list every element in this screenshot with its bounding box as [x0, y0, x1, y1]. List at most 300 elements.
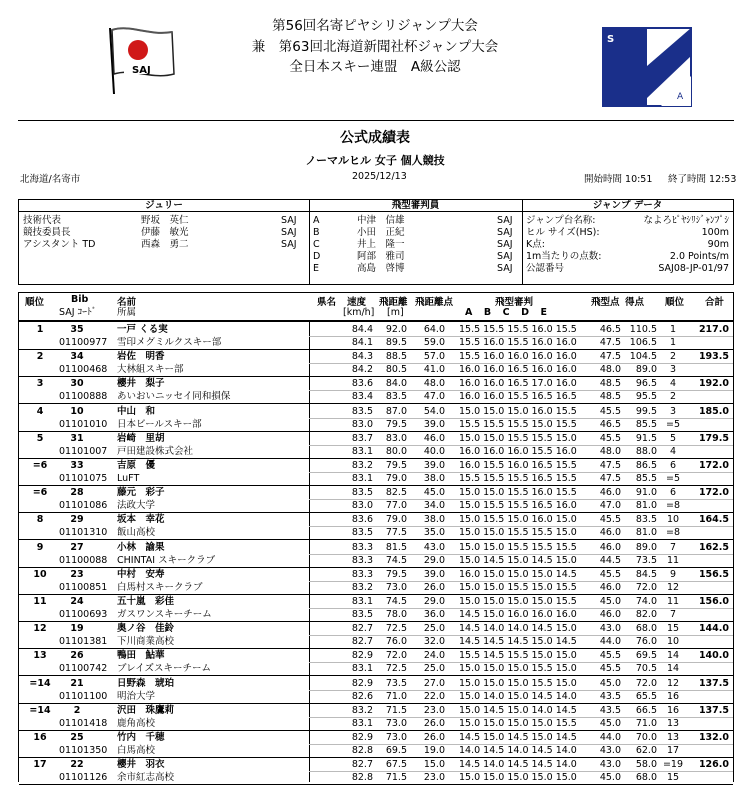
speed: 83.4	[351, 391, 373, 403]
club: 雪印メグミルクスキー部	[117, 337, 222, 348]
ski-association-logo	[601, 26, 693, 108]
saj-code: 01101100	[59, 690, 108, 702]
round-points: 66.5	[635, 704, 657, 716]
round-points: 72.0	[635, 677, 657, 689]
distance-points: 54.0	[423, 405, 445, 417]
judge-scores: 15.0 15.0 15.0 16.0 15.5	[459, 405, 577, 417]
style-points: 47.5	[599, 473, 621, 484]
athlete-name: 坂本 幸花	[117, 514, 165, 526]
judge-scores: 15.5 15.5 15.5 15.0 15.5	[459, 418, 577, 430]
bib: 25	[70, 732, 84, 743]
saj-code: 01101007	[59, 445, 108, 457]
club: 日本ビールスキー部	[117, 418, 202, 430]
style-points: 43.0	[599, 745, 621, 756]
athlete-name: 一戸 くる実	[117, 324, 168, 335]
bib: 24	[70, 596, 84, 607]
round-points: 83.5	[635, 514, 657, 526]
distance-points: 22.0	[423, 690, 445, 702]
saj-code: 01101126	[59, 772, 108, 784]
judge-scores: 14.5 15.0 14.5 15.0 14.5	[459, 732, 577, 743]
round-rank: 9	[669, 568, 677, 580]
speed-unit: [km/h]	[343, 307, 375, 318]
page-subtitle: ノーマルヒル 女子 個人競技	[305, 154, 445, 167]
jury-name: 伊藤 敏光	[141, 227, 189, 238]
bib: 34	[70, 351, 84, 363]
style-points: 46.0	[599, 609, 621, 620]
event-date: 2025/12/13	[352, 171, 407, 182]
rank: 17	[33, 759, 47, 771]
judge-letter: B	[313, 227, 320, 238]
distance-points: 32.0	[423, 636, 445, 648]
col-style-pts: 飛型点	[591, 297, 620, 308]
judge-nat: SAJ	[497, 215, 513, 226]
judge-scores: 14.5 14.0 14.5 14.5 14.0	[459, 759, 577, 771]
result-row	[19, 350, 733, 377]
col-score: 得点	[625, 297, 645, 308]
distance-points: 41.0	[423, 364, 445, 376]
col-name: 名前	[117, 297, 137, 308]
round-points: 69.5	[635, 650, 657, 662]
judge-letter: C	[313, 239, 320, 250]
athlete-name: 櫻井 梨子	[117, 378, 165, 390]
round-rank: 15	[666, 772, 680, 784]
col-nat: 県名	[317, 297, 337, 308]
round-points: 91.0	[635, 487, 657, 499]
judge-name: 井上 隆一	[357, 239, 405, 250]
judge-scores: 15.5 16.0 15.5 16.0 16.0	[459, 337, 577, 348]
distance-points: 23.0	[423, 772, 445, 784]
rank: =6	[32, 487, 48, 499]
jury-heading: ジュリー	[19, 200, 309, 212]
judge-scores: 14.5 15.0 16.0 16.0 16.0	[459, 609, 577, 620]
distance: 83.5	[385, 391, 407, 403]
round-rank: 1	[669, 324, 677, 335]
total-score: 132.0	[698, 732, 729, 743]
athlete-name: 櫻井 羽衣	[117, 759, 165, 771]
rank: 5	[36, 432, 44, 444]
bib: 2	[73, 704, 81, 716]
judge-scores: 14.5 14.5 14.5 15.0 14.5	[459, 636, 577, 648]
bib: 26	[70, 650, 84, 662]
athlete-name: 岩佐 明香	[117, 351, 165, 363]
col-total: 合計	[705, 297, 725, 308]
result-row	[19, 568, 733, 595]
jump-data-value: 100m	[701, 227, 729, 238]
bib: 19	[70, 623, 84, 635]
round-points: 85.5	[635, 473, 657, 484]
round-rank: =8	[665, 527, 680, 539]
col-bib: Bib	[71, 294, 89, 305]
bib: 33	[70, 460, 84, 471]
round-rank: 13	[666, 732, 680, 743]
rank: 4	[36, 405, 44, 417]
distance: 73.0	[385, 581, 407, 593]
bib: 10	[70, 405, 84, 417]
distance-points: 34.0	[423, 500, 445, 512]
club: ガスワンスキーチーム	[117, 609, 212, 620]
col-judges: 飛型審判	[495, 297, 534, 308]
judge-nat: SAJ	[497, 239, 513, 250]
round-points: 104.5	[629, 351, 657, 363]
saj-code: 01100088	[59, 554, 108, 566]
round-rank: 7	[669, 609, 677, 620]
distance-points: 57.0	[423, 351, 445, 363]
round-rank: 17	[666, 745, 680, 756]
judge-scores: 16.0 16.0 16.5 17.0 16.0	[459, 378, 577, 390]
athlete-name: 奥ノ谷 佳鈴	[117, 623, 175, 635]
round-points: 74.0	[635, 596, 657, 607]
distance-points: 48.0	[423, 378, 445, 390]
speed: 83.7	[351, 432, 373, 444]
end-time: 終了時間 12:53	[668, 174, 737, 185]
round-rank: 3	[669, 364, 677, 376]
judge-scores: 15.0 15.0 15.0 15.5 15.0	[459, 663, 577, 675]
jury-role: アシスタント TD	[23, 239, 96, 250]
distance-points: 39.0	[423, 568, 445, 580]
round-points: 95.5	[635, 391, 657, 403]
distance-points: 19.0	[423, 745, 445, 756]
saj-code: 01100888	[59, 391, 108, 403]
distance: 73.5	[385, 677, 407, 689]
total-score: 140.0	[698, 650, 729, 662]
total-score: 172.0	[698, 460, 729, 471]
jump-data-value: SAJ08-JP-01/97	[658, 263, 729, 274]
club: あいおいニッセイ同和損保	[117, 391, 231, 403]
speed: 84.2	[351, 364, 373, 376]
distance: 82.5	[385, 487, 407, 499]
distance-points: 27.0	[423, 677, 445, 689]
total-score: 217.0	[698, 324, 729, 335]
round-points: 81.0	[635, 500, 657, 512]
round-rank: 16	[666, 690, 680, 702]
speed: 83.3	[351, 541, 373, 553]
round-rank: 11	[666, 596, 680, 607]
judge-scores: 15.0 14.0 15.0 14.5 14.0	[459, 690, 577, 702]
jump-data-label: 公認番号	[526, 263, 565, 274]
round-points: 65.5	[635, 690, 657, 702]
header-divider	[18, 120, 734, 121]
round-points: 68.0	[635, 772, 657, 784]
jury-role: 技術代表	[23, 215, 62, 226]
round-rank: 2	[669, 351, 677, 363]
speed: 83.3	[351, 554, 373, 566]
total-score: 193.5	[698, 351, 729, 363]
style-points: 45.5	[599, 514, 621, 526]
round-rank: 10	[666, 636, 680, 648]
judge-scores: 16.0 16.0 16.0 15.5 16.0	[459, 445, 577, 457]
judge-scores: 15.0 15.0 15.5 15.5 15.5	[459, 541, 577, 553]
round-rank: 15	[666, 623, 680, 635]
distance: 79.5	[385, 418, 407, 430]
total-score: 162.5	[698, 541, 729, 553]
logo-letter-a: A	[677, 92, 684, 102]
judge-scores: 15.0 15.5 15.5 16.5 16.0	[459, 500, 577, 512]
round-rank: =8	[665, 500, 680, 512]
header-line-1: 第56回名寄ピヤシリジャンプ大会	[272, 18, 478, 34]
judge-scores: 15.0 15.0 15.5 15.0 15.5	[459, 581, 577, 593]
distance-points: 59.0	[423, 337, 445, 348]
judge-letters: A B C D E	[465, 307, 548, 318]
distance: 76.0	[385, 636, 407, 648]
style-points: 44.0	[599, 732, 621, 743]
saj-code: 01101310	[59, 527, 108, 539]
round-rank: 12	[666, 581, 680, 593]
jury-name: 西森 勇二	[141, 239, 189, 250]
club: LuFT	[117, 473, 140, 484]
speed: 82.6	[351, 690, 373, 702]
distance-points: 38.0	[423, 514, 445, 526]
result-row	[19, 595, 733, 622]
judge-scores: 15.5 16.0 16.0 16.0 16.0	[459, 351, 577, 363]
distance: 73.0	[385, 717, 407, 729]
rank: 10	[33, 568, 47, 580]
rank: 8	[36, 514, 44, 526]
bib: 21	[70, 677, 84, 689]
saj-code: 01101350	[59, 745, 108, 756]
distance-points: 39.0	[423, 418, 445, 430]
speed: 82.7	[351, 759, 373, 771]
speed: 83.5	[351, 487, 373, 499]
style-points: 47.0	[599, 500, 621, 512]
total-score: 156.0	[698, 596, 729, 607]
round-rank: 6	[669, 460, 677, 471]
distance-points: 40.0	[423, 445, 445, 457]
rank: 1	[36, 324, 44, 335]
club: 戸田建設株式会社	[117, 445, 194, 457]
athlete-name: 中山 和	[117, 405, 156, 417]
speed: 82.9	[351, 650, 373, 662]
jump-data-value: 2.0 Points/m	[669, 251, 729, 262]
jump-data-heading: ジャンプ データ	[522, 200, 733, 212]
distance-points: 64.0	[423, 324, 445, 335]
judge-nat: SAJ	[497, 263, 513, 274]
result-row	[19, 622, 733, 649]
judge-name: 阿部 雅司	[357, 251, 405, 262]
athlete-name: 小林 諭果	[117, 541, 165, 553]
round-points: 86.5	[635, 460, 657, 471]
result-row	[19, 731, 733, 758]
distance: 72.5	[385, 663, 407, 675]
round-rank: 13	[666, 717, 680, 729]
distance: 71.5	[385, 704, 407, 716]
rank: 12	[33, 623, 47, 635]
round-rank: 14	[666, 663, 680, 675]
round-rank: 1	[669, 337, 677, 348]
distance-points: 46.0	[423, 432, 445, 444]
judge-scores: 15.0 15.0 15.5 15.5 15.0	[459, 527, 577, 539]
speed: 82.7	[351, 623, 373, 635]
judge-scores: 15.0 15.5 15.0 16.0 15.0	[459, 514, 577, 526]
style-points: 45.5	[599, 650, 621, 662]
round-rank: 11	[666, 554, 680, 566]
distance: 79.0	[385, 514, 407, 526]
distance-points: 35.0	[423, 527, 445, 539]
style-points: 43.5	[599, 690, 621, 702]
rank: 3	[36, 378, 44, 390]
judge-scores: 15.0 15.0 15.5 16.0 15.5	[459, 487, 577, 499]
jump-data-value: 90m	[707, 239, 729, 250]
speed: 83.5	[351, 405, 373, 417]
speed: 83.1	[351, 445, 373, 457]
saj-code: 01101418	[59, 717, 108, 729]
bib: 30	[70, 378, 84, 390]
result-row	[19, 541, 733, 568]
total-score: 185.0	[698, 405, 729, 417]
speed: 83.6	[351, 378, 373, 390]
style-points: 43.5	[599, 704, 621, 716]
rank: =14	[29, 677, 51, 689]
club: 白馬高校	[117, 745, 156, 756]
jump-data-label: K点:	[526, 239, 545, 250]
style-points: 47.5	[599, 351, 621, 363]
distance: 74.5	[385, 596, 407, 607]
distance-points: 29.0	[423, 596, 445, 607]
round-points: 89.0	[635, 541, 657, 553]
round-points: 99.5	[635, 405, 657, 417]
distance-points: 26.0	[423, 581, 445, 593]
athlete-name: 鴨田 鮎華	[117, 650, 165, 662]
officials-table	[18, 199, 734, 285]
distance-points: 47.0	[423, 391, 445, 403]
round-points: 106.5	[629, 337, 657, 348]
result-row	[19, 677, 733, 704]
round-rank: =5	[665, 418, 680, 430]
style-points: 45.5	[599, 663, 621, 675]
distance: 71.0	[385, 690, 407, 702]
total-score: 126.0	[698, 759, 729, 771]
judge-scores: 15.0 15.0 15.0 15.0 15.5	[459, 596, 577, 607]
distance-points: 24.0	[423, 650, 445, 662]
judge-scores: 15.0 15.0 15.5 15.5 15.0	[459, 432, 577, 444]
saj-code: 01100851	[59, 581, 108, 593]
judge-scores: 15.0 15.0 15.0 15.5 15.0	[459, 677, 577, 689]
round-points: 84.5	[635, 568, 657, 580]
distance: 79.5	[385, 568, 407, 580]
rank: =6	[32, 460, 48, 471]
judge-letter: E	[313, 263, 320, 274]
distance: 67.5	[385, 759, 407, 771]
speed: 83.1	[351, 663, 373, 675]
athlete-name: 五十嵐 彩佳	[117, 596, 175, 607]
speed: 82.7	[351, 636, 373, 648]
total-score: 192.0	[698, 378, 729, 390]
result-row	[19, 486, 733, 513]
jury-name: 野坂 英仁	[141, 215, 189, 226]
style-points: 48.0	[599, 364, 621, 376]
saj-code: 01101075	[59, 473, 108, 484]
style-points: 45.0	[599, 596, 621, 607]
speed: 84.3	[351, 351, 373, 363]
saj-code: 01101010	[59, 418, 108, 430]
distance: 77.0	[385, 500, 407, 512]
distance: 72.0	[385, 650, 407, 662]
distance: 73.0	[385, 732, 407, 743]
speed: 83.3	[351, 568, 373, 580]
round-rank: 4	[669, 378, 677, 390]
style-points: 43.0	[599, 623, 621, 635]
round-points: 91.5	[635, 432, 657, 444]
rank: 9	[36, 541, 44, 553]
distance-points: 36.0	[423, 609, 445, 620]
style-points: 46.0	[599, 487, 621, 499]
jury-nat: SAJ	[281, 239, 297, 250]
round-points: 58.0	[635, 759, 657, 771]
distance: 69.5	[385, 745, 407, 756]
judge-letter: A	[313, 215, 320, 226]
jury-nat: SAJ	[281, 227, 297, 238]
jump-data-label: ヒル サイズ(HS):	[526, 227, 600, 238]
speed: 83.5	[351, 609, 373, 620]
style-points: 46.5	[599, 324, 621, 335]
judge-scores: 14.5 14.0 14.0 14.5 15.0	[459, 623, 577, 635]
rank: 16	[33, 732, 47, 743]
distance: 81.5	[385, 541, 407, 553]
distance-points: 29.0	[423, 554, 445, 566]
speed: 83.2	[351, 460, 373, 471]
distance-points: 15.0	[423, 759, 445, 771]
style-points: 48.5	[599, 378, 621, 390]
athlete-name: 日野森 琥珀	[117, 677, 175, 689]
jury-role: 競技委員長	[23, 227, 71, 238]
club: 余市紅志高校	[117, 772, 175, 784]
judge-scores: 15.0 14.5 15.0 14.0 14.5	[459, 704, 577, 716]
judge-scores: 16.0 15.0 15.0 15.0 14.5	[459, 568, 577, 580]
result-row	[19, 649, 733, 676]
jump-data-value: なよろﾋﾟﾔｼﾘｼﾞｬﾝﾌﾟｼ	[643, 215, 729, 226]
judge-name: 中津 信雄	[357, 215, 405, 226]
distance: 74.5	[385, 554, 407, 566]
round-rank: 10	[666, 514, 680, 526]
round-rank: 6	[669, 487, 677, 499]
total-score: 164.5	[698, 514, 729, 526]
saj-code: 01101086	[59, 500, 108, 512]
style-points: 45.0	[599, 772, 621, 784]
round-rank: =5	[665, 473, 680, 484]
style-points: 48.0	[599, 445, 621, 457]
result-row	[19, 758, 733, 785]
distance-points: 38.0	[423, 473, 445, 484]
total-score: 179.5	[698, 432, 729, 444]
saj-code: 01100693	[59, 609, 108, 620]
distance: 78.0	[385, 609, 407, 620]
athlete-name: 沢田 珠鷹莉	[117, 704, 175, 716]
round-points: 71.0	[635, 717, 657, 729]
style-points: 44.5	[599, 554, 621, 566]
result-row	[19, 513, 733, 540]
round-rank: 7	[669, 541, 677, 553]
result-row	[19, 405, 733, 432]
total-score: 172.0	[698, 487, 729, 499]
bib: 28	[70, 487, 84, 499]
style-points: 45.5	[599, 405, 621, 417]
jump-data-label: ジャンプ台名称:	[526, 215, 596, 226]
rank: 2	[36, 351, 44, 363]
club: 飯山高校	[117, 527, 156, 539]
total-score: 137.5	[698, 677, 729, 689]
judge-scores: 16.0 15.5 16.0 16.5 15.5	[459, 460, 577, 471]
distance-points: 43.0	[423, 541, 445, 553]
speed: 82.9	[351, 732, 373, 743]
round-points: 88.0	[635, 445, 657, 457]
distance: 88.5	[385, 351, 407, 363]
rank: 11	[33, 596, 47, 607]
style-points: 46.0	[599, 581, 621, 593]
header-line-3: 全日本スキー連盟 A級公認	[289, 59, 461, 75]
style-points: 46.0	[599, 527, 621, 539]
speed: 82.8	[351, 772, 373, 784]
distance-points: 25.0	[423, 663, 445, 675]
round-points: 72.0	[635, 581, 657, 593]
